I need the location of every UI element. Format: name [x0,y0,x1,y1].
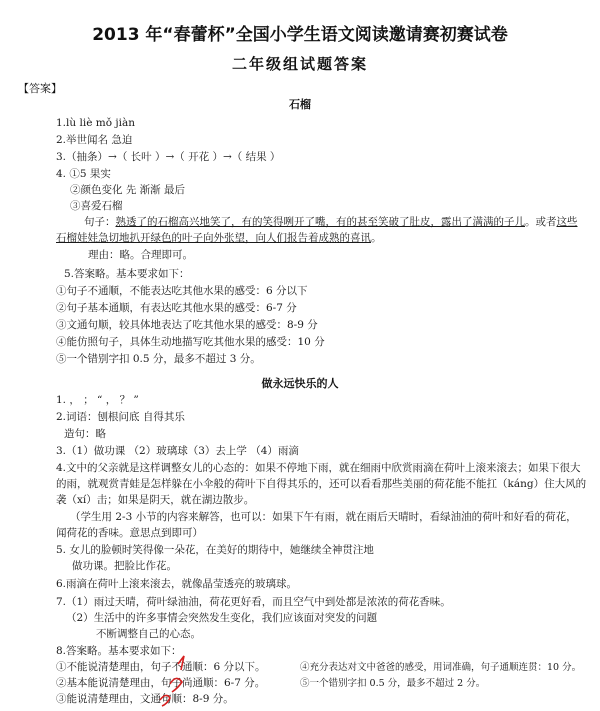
period: 。 [371,232,382,244]
red-correction-mark [170,678,182,692]
answer-line: 理由：略。合理即可。 [88,249,193,261]
answer-line: （学生用 2-3 小节的内容来解答，也可以：如果下午有雨，就在雨后天晴时，看绿油油的荷叶和好看的荷花， [70,511,577,523]
answer-line: 4. ①5 果实 [56,168,111,180]
red-correction-mark [178,656,184,670]
answer-line: ②句子基本通顺，有表达吃其他水果的感受：6-7 分 [56,302,297,314]
answer-line: 2.词语：刨根问底 自得其乐 [56,411,185,423]
answer-line: 做功课。把脸比作花。 [72,560,177,572]
answer-line: ④充分表达对文中爸爸的感受，用词准确，句子通顺连贯：10 分。 [300,662,582,673]
answer-line: ①不能说清楚理由，句子不通顺：6 分以下。 [56,661,266,673]
answer-line: ②基本能说清楚理由，句子尚通顺：6-7 分。 [56,677,266,689]
underlined-sentence: 熟透了的石榴高兴地笑了，有的笑得咧开了嘴，有的甚至笑破了肚皮，露出了满满的子儿 [115,216,525,228]
answer-line: ④能仿照句子，具体生动地描写吃其他水果的感受：10 分 [56,336,325,348]
answer-line: 3.（抽条）→（ 长叶 ）→（ 开花 ）→（ 结果 ） [56,151,281,163]
connector: 。或者 [525,216,557,228]
answer-line: 5. 女儿的脸顿时笑得像一朵花，在美好的期待中，她继续全神贯注地 [56,544,374,556]
answer-line: ③喜爱石榴 [70,200,123,212]
answer-line: ③文通句顺，较具体地表达了吃其他水果的感受：8-9 分 [56,319,318,331]
answer-line: 5.答案略。基本要求如下： [64,268,190,280]
red-correction-mark [160,695,170,706]
page-subtitle: 二年级组试题答案 [231,55,368,73]
answer-line: 8.答案略。基本要求如下： [56,645,182,657]
answer-line: ①句子不通顺，不能表达吃其他水果的感受：6 分以下 [56,285,308,297]
answer-line: 1.lù liè mǒ jiàn [56,117,135,129]
page-title: 2013 年“春蕾杯”全国小学生语文阅读邀请赛初赛试卷 [92,25,508,45]
answer-line: 袭（xí）击；如果是阴天，就在湖边散步。 [56,494,255,506]
answer-line: ⑤一个错别字扣 0.5 分，最多不超过 2 分。 [300,678,486,689]
answer-line: 3.（1）做功课 （2）玻璃球（3）去上学 （4）雨滴 [56,445,299,457]
answer-line: 造句：略 [64,428,106,440]
label: 句子： [84,216,116,228]
section-title-happy-person: 做永远快乐的人 [261,377,339,390]
answer-line: 4.文中的父亲就是这样调整女儿的心态的：如果不停地下雨，就在细雨中欣赏雨滴在荷叶上滚来滚去；如果下很大 [56,462,581,474]
answer-line: 闻荷花的香味。意思点到即可） [56,527,203,539]
answer-line: 不断调整自己的心态。 [96,628,201,640]
answer-line: 7.（1）雨过天晴，荷叶绿油油，荷花更好看，而且空气中到处都是浓浓的荷花香味。 [56,596,451,608]
answer-line: 6.雨滴在荷叶上滚来滚去，就像晶莹透亮的玻璃球。 [56,578,298,590]
answer-line: ⑤一个错别字扣 0.5 分，最多不超过 3 分。 [56,353,261,365]
answer-label: 【答案】 [18,82,62,95]
answer-line: （2）生活中的许多事情会突然发生变化，我们应该面对突发的问题 [66,612,378,624]
underlined-sentence: 石榴娃娃急切地扒开绿色的叶子向外张望，向人们报告着成熟的喜讯 [56,232,371,244]
answer-line: 1. ， ； “ ， ？ ” [56,394,139,406]
answer-line: ②颜色变化 先 渐渐 最后 [70,184,186,196]
underlined-sentence: 这些 [556,216,578,228]
answer-line: 的雨，就观赏青蛙是怎样躲在小伞般的荷叶下自得其乐的，还可以看看那些美丽的荷花能不能扛（káng）住大风的 [56,478,587,490]
answer-line: 2.举世闻名 急迫 [56,134,133,146]
section-title-pomegranate: 石榴 [289,98,311,111]
answer-line: ③能说清楚理由，文通句顺：8-9 分。 [56,693,234,705]
